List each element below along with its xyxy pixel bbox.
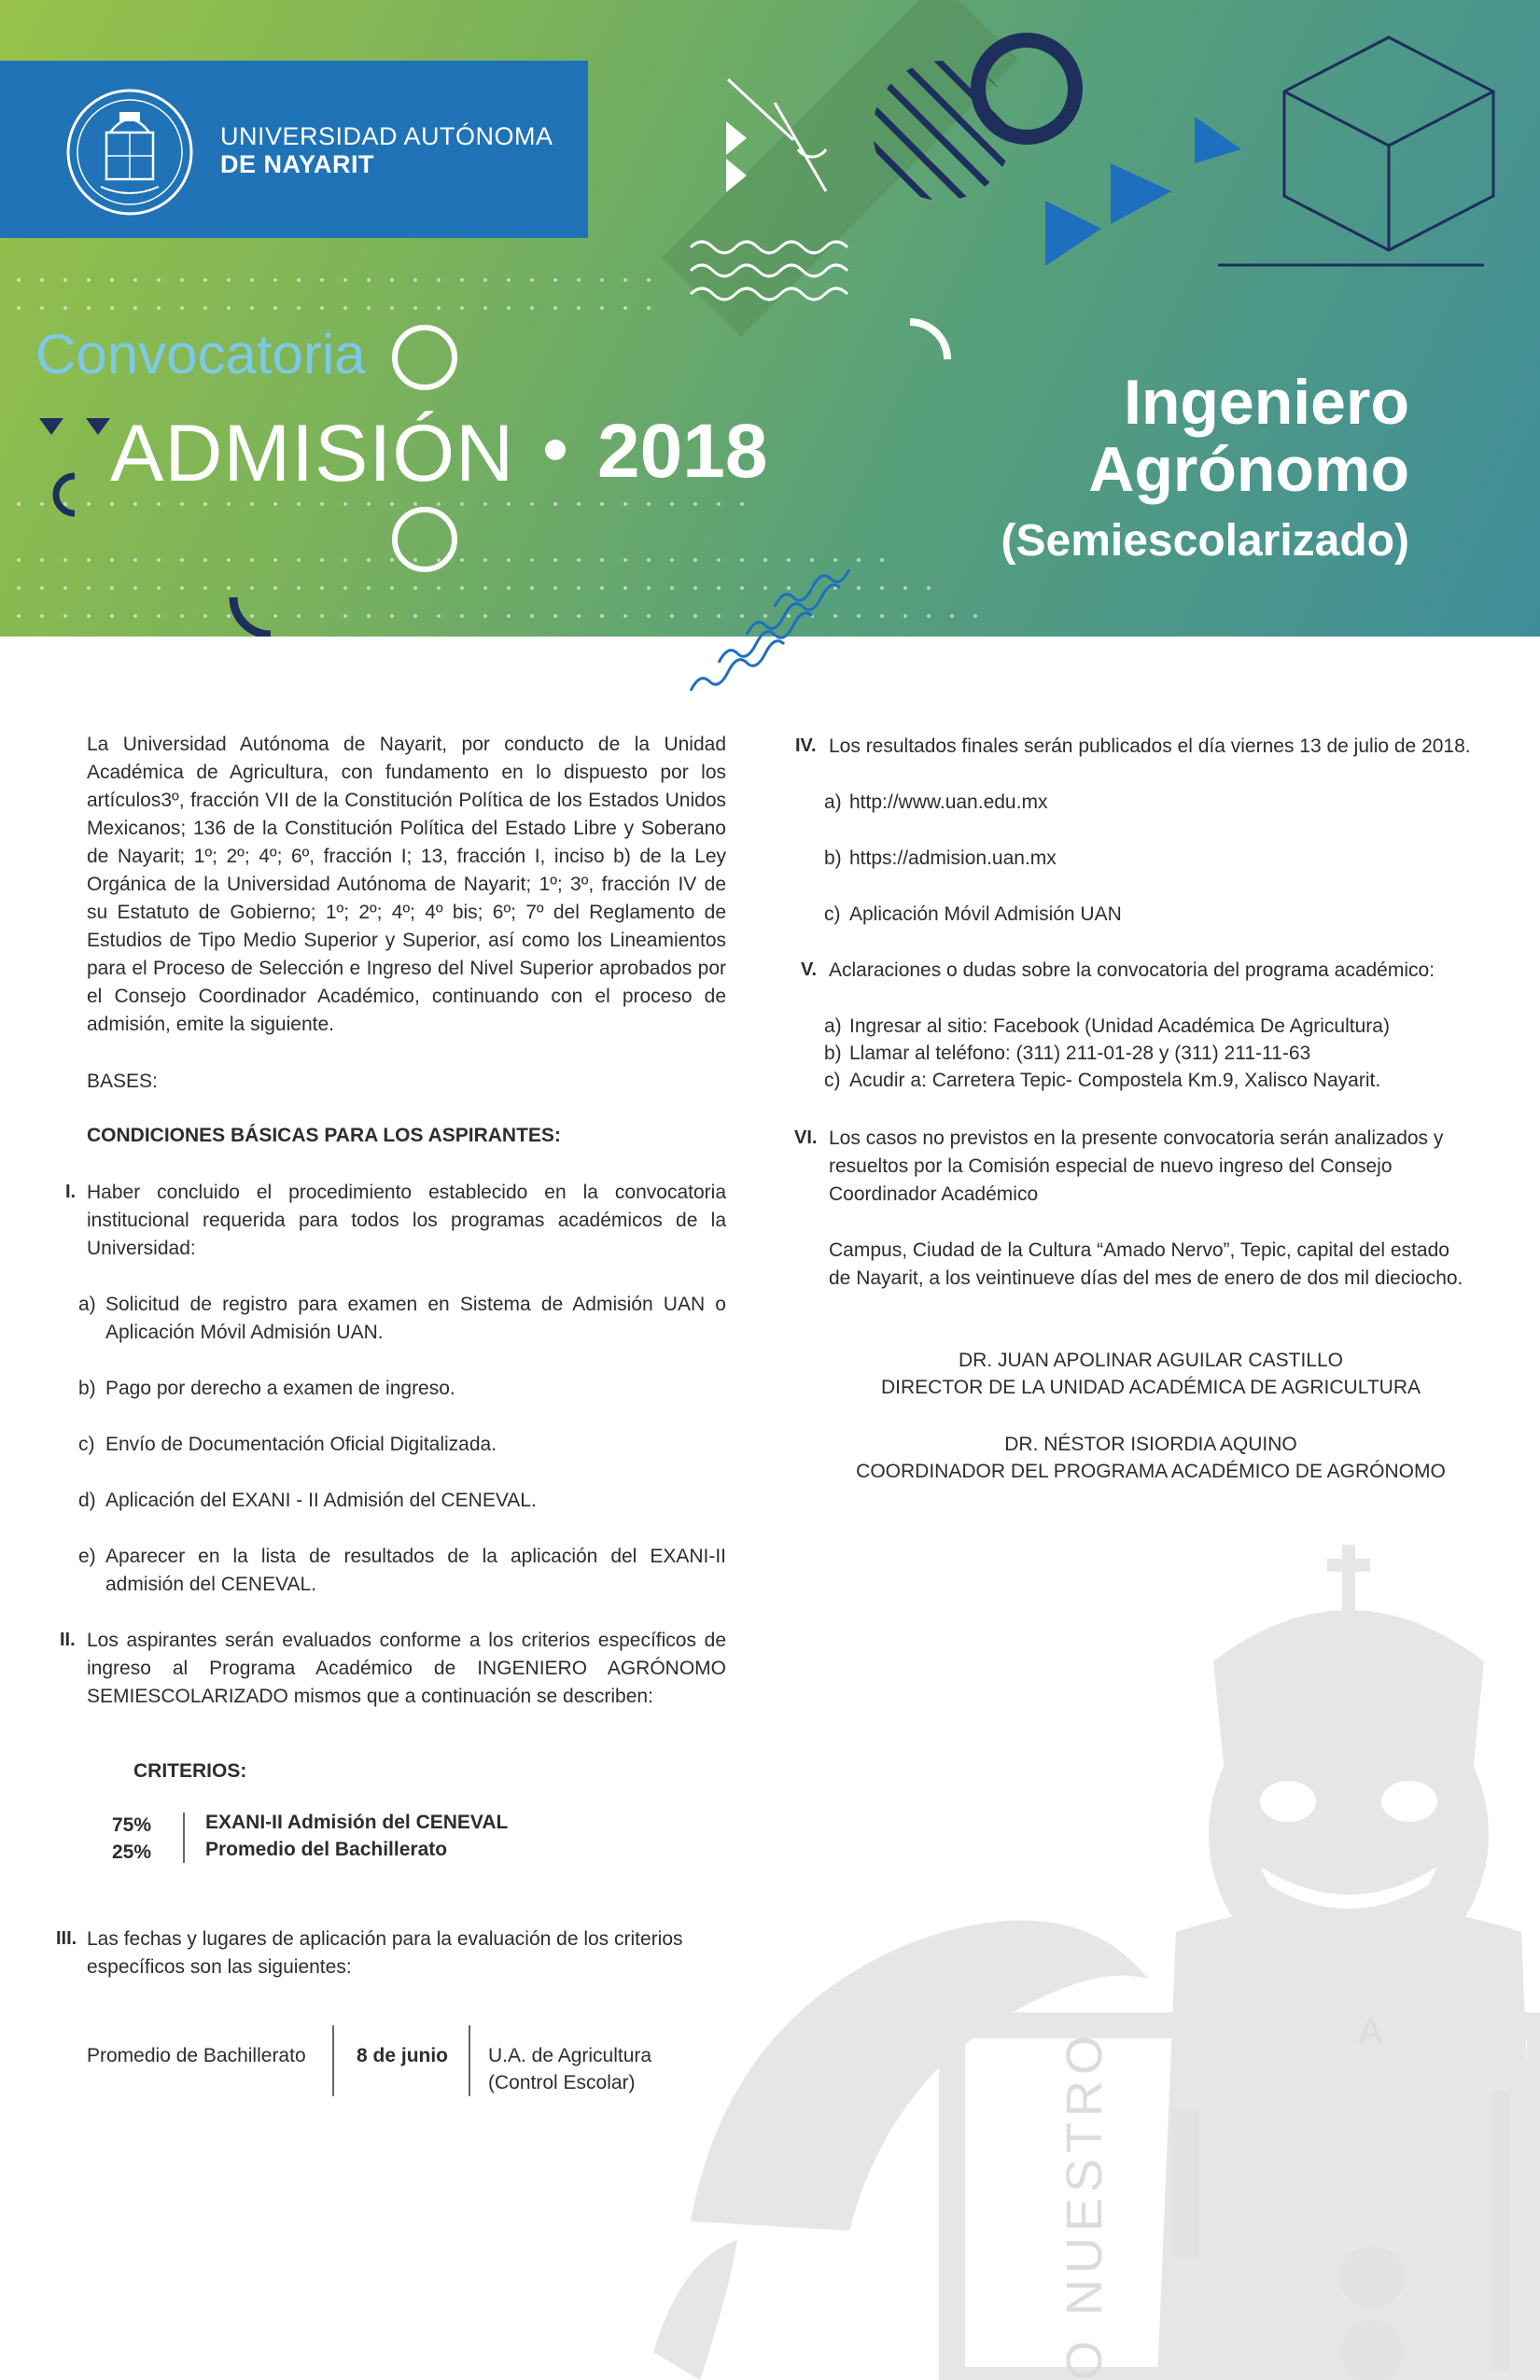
schedule-place: U.A. de Agricultura: [488, 2045, 652, 2066]
section-6-text: Los casos no previstos en la presente convocatoria serán analizados y resueltos por la Comisión especial de nuevo ingreso del Consejo Coordinador Académico: [829, 1127, 1444, 1205]
header-banner: [0, 0, 1540, 637]
list-item-letter: e): [78, 1546, 96, 1567]
closing-paragraph: Campus, Ciudad de la Cultura “Amado Nervo”, Tepic, capital del estado de Nayarit, a los veintinueve días del mes de enero de dos mil dieciocho.: [829, 1239, 1463, 1289]
section-number: II.: [60, 1630, 76, 1650]
list-item-letter: a): [824, 1015, 842, 1037]
section-number: IV.: [795, 735, 817, 756]
navy-triangles: [39, 418, 110, 435]
title-dot: [545, 440, 566, 460]
list-item-text: Pago por derecho a examen de ingreso.: [105, 1378, 455, 1399]
list-item-letter: c): [824, 1070, 841, 1091]
section-2-text: Los aspirantes serán evaluados conforme a los criterios específicos de ingreso al Programa Académico de INGENIERO AGRÓNOMO SEMIESCOLARIZADO mismos que a continuación se describen:: [87, 1630, 726, 1707]
criteria-percent: 75%: [112, 1814, 152, 1836]
criteria-divider: [183, 1813, 185, 1863]
criteria-percent: 25%: [112, 1841, 152, 1863]
section-number: VI.: [794, 1127, 818, 1148]
signer-2-title: COORDINADOR DEL PROGRAMA ACADÉMICO DE AGRÓNOMO: [856, 1461, 1446, 1482]
criteria-label: EXANI-II Admisión del CENEVAL: [205, 1812, 509, 1833]
section-number: V.: [801, 959, 818, 980]
section-4-text: Los resultados finales serán publicados el día viernes 13 de julio de 2018.: [829, 735, 1471, 757]
list-item-text: Llamar al teléfono: (311) 211-01-28 y (311) 211-11-63: [849, 1043, 1311, 1064]
list-item-letter: d): [78, 1490, 96, 1511]
section-5-text: Aclaraciones o dudas sobre la convocatoria del programa académico:: [829, 959, 1435, 981]
section-1-text: Haber concluido el procedimiento establecido en la convocatoria institucional requerida para todos los programas académicos de la Universidad:: [87, 1182, 726, 1259]
blue-triangles: [1045, 117, 1241, 266]
section-3-text: Las fechas y lugares de aplicación para la evaluación de los criterios específicos son las siguientes:: [87, 1928, 683, 1978]
conditions-heading: CONDICIONES BÁSICAS PARA LOS ASPIRANTES:: [87, 1125, 561, 1146]
list-item-letter: b): [78, 1378, 96, 1399]
navy-arc-left: [56, 476, 75, 513]
schedule-place-detail: (Control Escolar): [488, 2072, 636, 2093]
list-item-text: Aplicación Móvil Admisión UAN: [849, 903, 1122, 925]
list-item-text: Ingresar al sitio: Facebook (Unidad Académica De Agricultura): [849, 1015, 1390, 1037]
intro-paragraph: La Universidad Autónoma de Nayarit, por conducto de la Unidad Académica de Agricultura, con fundamento en lo dispuesto por los artículos3º, fracción VII de la Constitución Política de los Estados Unidos Mexicanos; 136 de la Constitución Política del Estado Libre y Soberano de Nayarit; 1º; 2º; 4º; 6º, fracción I; 13, fracción I, inciso b) de la Ley Orgánica de la Universidad Autónoma de Nayarit; 1º; 3º, fracción IV de su Estatuto de Gobierno; 1º; 2º; 4º; 4º bis; 6º; 7º del Reglamento de Estudios de Tipo Medio Superior y Superior, así como los Lineamientos para el Proceso de Selección e Ingreso del Nivel Superior aprobados por el Consejo Coordinador Académico, continuando con el proceso de admisión, emite la siguiente.: [87, 734, 726, 1035]
schedule-date: 8 de junio: [357, 2045, 449, 2066]
results-link[interactable]: http://www.uan.edu.mx: [849, 791, 1048, 813]
list-item-text: Acudir a: Carretera Tepic- Compostela Km.9, Xalisco Nayarit.: [849, 1070, 1381, 1091]
list-item-letter: b): [824, 1043, 842, 1064]
program-title-line2: Agrónomo: [1088, 434, 1409, 505]
university-seal-icon: [63, 86, 196, 218]
list-item-letter: a): [824, 791, 842, 813]
list-item-text: Aplicación del EXANI - II Admisión del CENEVAL.: [105, 1490, 537, 1511]
program-modality: (Semiescolarizado): [1001, 516, 1409, 566]
university-name-line2: DE NAYARIT: [220, 150, 375, 178]
blue-wave-lines: [672, 551, 877, 700]
program-title-line1: Ingeniero: [1123, 367, 1409, 438]
university-logo-bar: [0, 61, 588, 238]
list-item-text: Solicitud de registro para examen en Sistema de Admisión UAN o Aplicación Móvil Admisión UAN.: [105, 1294, 726, 1343]
list-item-text: Envío de Documentación Oficial Digitalizada.: [105, 1434, 497, 1455]
schedule-criterion: Promedio de Bachillerato: [87, 2045, 306, 2066]
criteria-heading: CRITERIOS:: [133, 1760, 247, 1782]
watermark-letter: A: [1358, 2011, 1383, 2052]
university-name: UNIVERSIDAD AUTÓNOMA: [220, 122, 553, 150]
admission-year: 2018: [597, 409, 768, 494]
signer-2-name: DR. NÉSTOR ISIORDIA AQUINO: [1004, 1434, 1297, 1455]
list-item-letter: a): [78, 1294, 96, 1315]
criteria-label: Promedio del Bachillerato: [205, 1839, 448, 1860]
results-link[interactable]: https://admision.uan.mx: [849, 847, 1057, 869]
admision-title: ADMISIÓN: [110, 409, 515, 498]
section-number: III.: [56, 1928, 77, 1949]
cube-outline: [1284, 37, 1493, 250]
signer-1-title: DIRECTOR DE LA UNIDAD ACADÉMICA DE AGRICULTURA: [880, 1377, 1421, 1398]
list-item-letter: c): [78, 1434, 95, 1455]
signer-1-name: DR. JUAN APOLINAR AGUILAR CASTILLO: [959, 1350, 1343, 1371]
list-item-letter: c): [824, 903, 841, 925]
university-crest-watermark: [653, 1512, 1540, 2380]
list-item-letter: b): [824, 847, 842, 869]
bases-label: BASES:: [87, 1071, 158, 1092]
convocatoria-label: Convocatoria: [35, 323, 366, 385]
program-title: [971, 369, 1409, 503]
schedule-divider: [469, 2025, 470, 2096]
schedule-divider: [332, 2025, 334, 2096]
white-arc: [910, 322, 947, 359]
list-item-text: Aparecer en la lista de resultados de la aplicación del EXANI-II admisión del CENEVAL.: [105, 1546, 726, 1595]
section-number: I.: [65, 1182, 77, 1202]
watermark-text: O NUESTRO: [1057, 2029, 1113, 2380]
